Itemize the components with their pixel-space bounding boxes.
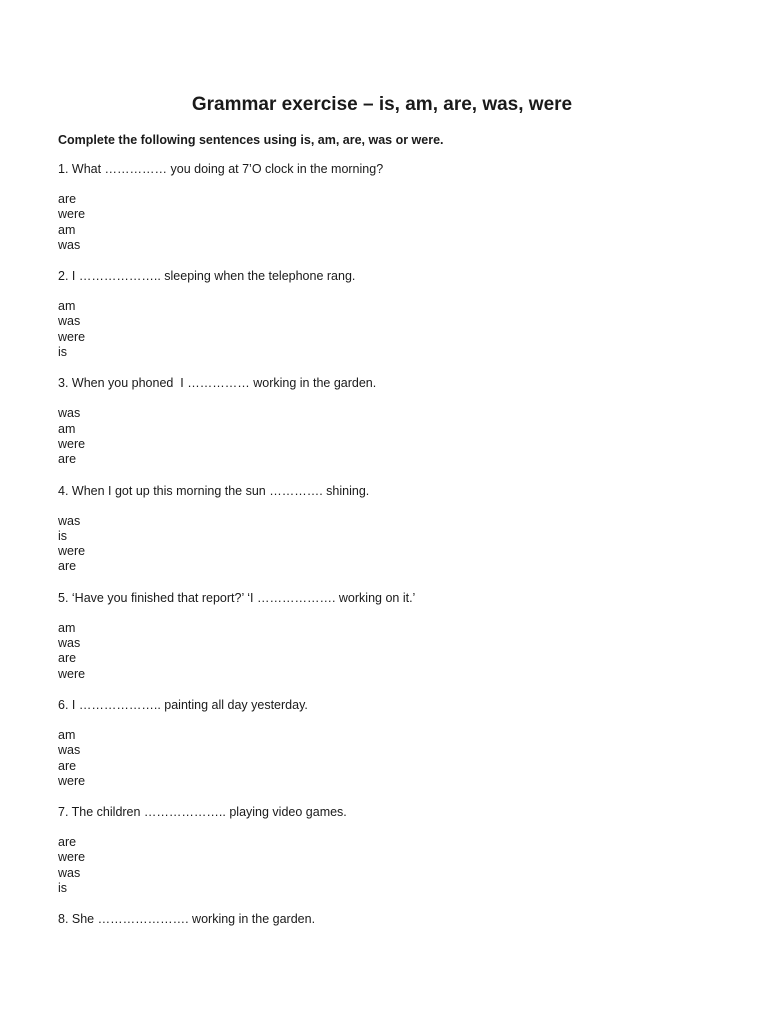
question-item xyxy=(58,268,415,360)
option: were xyxy=(58,544,86,559)
option: am xyxy=(58,421,76,436)
option: are xyxy=(58,651,77,666)
option: was xyxy=(58,513,81,528)
option-list xyxy=(58,406,415,467)
option: are xyxy=(58,559,77,574)
option: are xyxy=(58,835,77,850)
option: are xyxy=(58,758,77,773)
question-text: 1. What …………… you doing at 7’O clock in the morning? xyxy=(58,162,384,176)
question-item xyxy=(58,161,415,253)
option: were xyxy=(58,436,86,451)
option-list xyxy=(58,621,415,682)
option: was xyxy=(58,406,81,421)
question-item xyxy=(58,590,415,682)
option: are xyxy=(58,192,77,206)
question-text: 3. When you phoned I …………… working in the garden. xyxy=(58,376,377,391)
option: were xyxy=(58,850,86,865)
option: was xyxy=(58,314,81,329)
question-item xyxy=(58,697,415,789)
question-text: 5. ‘Have you finished that report?’ ‘I ………………. working on it.’ xyxy=(58,590,416,605)
option: am xyxy=(58,222,76,237)
option: were xyxy=(58,329,86,344)
option-list xyxy=(58,299,415,360)
option-list xyxy=(58,514,415,575)
page-title: Grammar exercise – is, am, are, was, were xyxy=(191,94,573,115)
option-list xyxy=(58,728,415,789)
option: was xyxy=(58,743,81,758)
option: am xyxy=(58,299,76,314)
question-item xyxy=(58,375,415,467)
option: were xyxy=(58,207,86,222)
option: are xyxy=(58,452,77,467)
option: was xyxy=(58,865,81,880)
option: is xyxy=(58,528,68,543)
option: am xyxy=(58,727,76,742)
question-text: 4. When I got up this morning the sun …………. shining. xyxy=(58,483,370,498)
option-list xyxy=(58,192,415,253)
option: is xyxy=(58,345,68,360)
question-text: 2. I ……………….. sleeping when the telephone rang. xyxy=(58,269,356,284)
instructions: Complete the following sentences using is, am, are, was or were. xyxy=(58,133,444,147)
option-list xyxy=(58,835,415,896)
question-list xyxy=(58,161,415,927)
option: were xyxy=(58,773,86,788)
question-text: 6. I ……………….. painting all day yesterday. xyxy=(58,697,308,712)
option: is xyxy=(58,881,68,896)
question-text: 8. She …………………. working in the garden. xyxy=(58,912,316,927)
option: were xyxy=(58,666,86,681)
option: am xyxy=(58,620,76,635)
question-item xyxy=(58,804,415,896)
question-item xyxy=(58,911,415,927)
option: was xyxy=(58,636,81,651)
question-text: 7. The children ……………….. playing video games. xyxy=(58,805,347,820)
option: was xyxy=(58,237,81,252)
question-item xyxy=(58,483,415,575)
